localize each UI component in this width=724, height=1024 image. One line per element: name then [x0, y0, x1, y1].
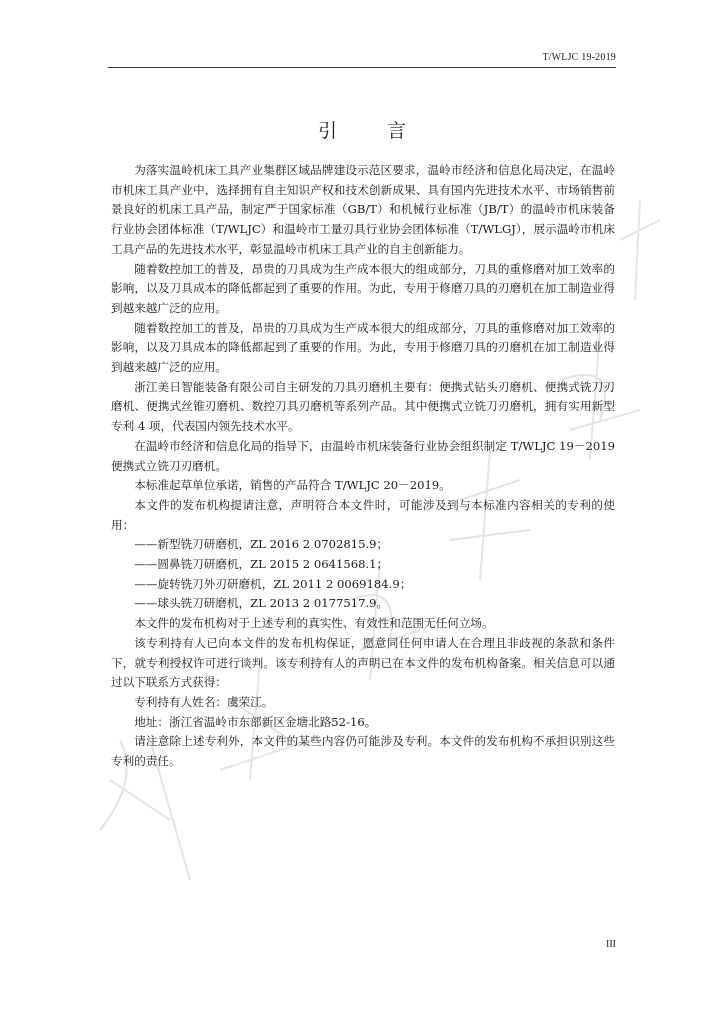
- patent-item: ——旋转铣刀外刃研磨机，ZL 2011 2 0069184.9；: [134, 576, 412, 591]
- header-divider: [108, 67, 616, 68]
- document-body: [111, 161, 627, 772]
- paragraph: 在温岭市经济和信息化局的指导下，由温岭市机床装备行业协会组织制定 T/WLJC 19－2019 便携式立铣刀刃磨机。: [111, 438, 627, 473]
- paragraph: 地址：浙江省温岭市东部新区金塘北路52-16。: [134, 714, 377, 729]
- paragraph: 浙江美日智能装备有限公司自主研发的刀具刃磨机主要有：便携式钻头刃磨机、便携式铣刀刃磨机、便携式丝锥刃磨机、数控刀具刃磨机等系列产品。其中便携式立铣刀刃磨机，拥有实用新型专利 4 项，代表国内领先技术水平。: [111, 379, 615, 434]
- paragraph: 专利持有人姓名：虞荣江。: [134, 694, 274, 709]
- paragraph: 为落实温岭机床工具产业集群区域品牌建设示范区要求，温岭市经济和信息化局决定，在温岭市机床工具产业中，选择拥有自主知识产权和技术创新成果、具有国内先进技术水平、市场销售前景良好的机床工具产品，制定严于国家标准（GB/T）和机械行业标准（JB/T）的温岭市机床装备行业协会团体标准（T/WLJC）和温岭市工量刃具行业协会团体标准（T/WLGJ），展示温岭市机床工具产品的先进技术水平，彰显温岭市机床工具产业的自主创新能力。: [111, 163, 615, 256]
- paragraph: 本文件的发布机构提请注意，声明符合本文件时，可能涉及到与本标准内容相关的专利的使用：: [111, 497, 615, 532]
- patent-item: ——圆鼻铣刀研磨机，ZL 2015 2 0641568.1；: [134, 557, 389, 572]
- paragraph: 请注意除上述专利外，本文件的某些内容仍可能涉及专利。本文件的发布机构不承担识别这些专利的责任。: [111, 734, 615, 769]
- paragraph: 本标准起草单位承诺，销售的产品符合 T/WLJC 20－2019。: [134, 478, 451, 493]
- patent-item: ——新型铣刀研磨机，ZL 2016 2 0702815.9；: [134, 537, 389, 552]
- paragraph: 随着数控加工的普及，昂贵的刀具成为生产成本很大的组成部分，刀具的重修磨对加工效率的影响，以及刀具成本的降低都起到了重要的作用。为此，专用于修磨刀具的刃磨机在加工制造业得到越来越广泛的应用。: [111, 261, 615, 315]
- standard-code: T/WLJC 19-2019: [542, 52, 616, 63]
- patent-item: ——球头铣刀研磨机，ZL 2013 2 0177517.9。: [134, 596, 389, 611]
- paragraph: 随着数控加工的普及，昂贵的刀具成为生产成本很大的组成部分，刀具的重修磨对加工效率的影响，以及刀具成本的降低都起到了重要的作用。为此，专用于修磨刀具的刃磨机在加工制造业得到越来越广泛的应用。: [111, 320, 615, 375]
- page-title: 引 言: [317, 120, 429, 142]
- paragraph: 本文件的发布机构对于上述专利的真实性、有效性和范围无任何立场。: [134, 616, 494, 631]
- page-number: III: [606, 939, 616, 950]
- paragraph: 该专利持有人已向本文件的发布机构保证，愿意同任何申请人在合理且非歧视的条款和条件下，就专利授权许可进行谈判。该专利持有人的声明已在本文件的发布机构备案。相关信息可以通过以下联系方式获得：: [111, 635, 615, 690]
